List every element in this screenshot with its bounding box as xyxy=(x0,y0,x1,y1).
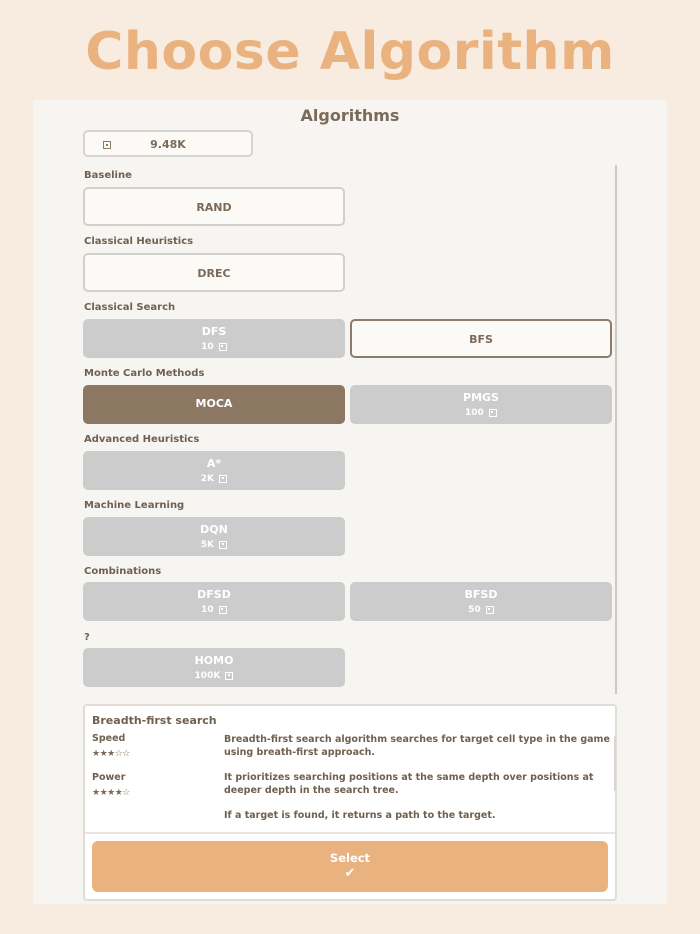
description-paragraph: Breadth-first search algorithm searches for target cell type in the game using breath-first approach. xyxy=(224,734,610,758)
algorithm-button-astar[interactable] xyxy=(83,451,345,490)
power-stars-icon: ★★★★☆ xyxy=(92,788,130,798)
description-paragraph: If a target is found, it returns a path to the target. xyxy=(224,810,496,821)
coin-icon xyxy=(219,606,227,614)
algorithm-name: DREC xyxy=(197,267,231,280)
coin-icon xyxy=(219,541,227,549)
algorithm-button-pmgs[interactable] xyxy=(350,385,612,424)
algorithm-button-rand[interactable] xyxy=(83,187,345,226)
algorithm-cost: 10 xyxy=(83,605,345,615)
algorithm-info-card xyxy=(83,704,617,901)
algorithm-name: MOCA xyxy=(195,397,233,410)
algorithm-button-dfsd[interactable] xyxy=(83,582,345,621)
coin-icon xyxy=(219,475,227,483)
coin-icon xyxy=(489,409,497,417)
algorithm-name: PMGS xyxy=(463,391,499,404)
checkmark-icon: ✔ xyxy=(344,866,356,881)
algorithm-name: BFS xyxy=(469,333,493,346)
info-title: Breadth-first search xyxy=(92,714,217,727)
algorithms-panel xyxy=(33,100,667,904)
select-button-label: Select xyxy=(329,851,371,865)
page-title: Choose Algorithm xyxy=(85,22,615,82)
algorithm-name: DFSD xyxy=(197,588,231,601)
category-label-machine-learning: Machine Learning xyxy=(84,500,185,511)
algorithm-button-homo[interactable] xyxy=(83,648,345,687)
currency-amount: 9.48K xyxy=(150,138,186,151)
algorithm-button-dfs[interactable] xyxy=(83,319,345,358)
panel-title: Algorithms xyxy=(300,106,400,125)
description-paragraph: It prioritizes searching positions at the same depth over positions at deeper depth in the search tree. xyxy=(224,772,594,796)
algorithm-name: BFSD xyxy=(464,588,498,601)
category-label-combinations: Combinations xyxy=(84,566,162,577)
algorithm-button-bfsd[interactable] xyxy=(350,582,612,621)
description-scrollbar[interactable] xyxy=(614,736,616,791)
select-button[interactable] xyxy=(92,841,608,892)
speed-stars-icon: ★★★☆☆ xyxy=(92,749,130,759)
coin-icon xyxy=(486,606,494,614)
algorithm-name: HOMO xyxy=(194,654,234,667)
algorithm-name: A* xyxy=(206,457,222,470)
algorithm-button-drec[interactable] xyxy=(83,253,345,292)
algorithm-button-moca[interactable] xyxy=(83,385,345,424)
category-label-monte-carlo: Monte Carlo Methods xyxy=(84,368,205,379)
algorithm-button-bfs[interactable] xyxy=(350,319,612,358)
coin-icon xyxy=(225,672,233,680)
algorithm-button-dqn[interactable] xyxy=(83,517,345,556)
category-label-classical-search: Classical Search xyxy=(84,302,176,313)
category-label-unknown: ? xyxy=(84,632,90,643)
category-label-classical-heuristics: Classical Heuristics xyxy=(84,236,194,247)
divider xyxy=(85,832,615,834)
algorithm-cost: 10 xyxy=(83,342,345,352)
algorithm-cost: 100 xyxy=(350,408,612,418)
algorithm-name: DQN xyxy=(200,523,228,536)
algorithm-cost: 50 xyxy=(350,605,612,615)
algorithm-cost: 5K xyxy=(83,540,345,550)
algorithm-name: RAND xyxy=(196,201,232,214)
speed-label: Speed xyxy=(92,733,126,744)
category-label-advanced-heuristics: Advanced Heuristics xyxy=(84,434,200,445)
algorithm-cost: 100K xyxy=(83,671,345,681)
power-label: Power xyxy=(92,772,126,783)
coin-icon xyxy=(219,343,227,351)
algorithm-list-scrollbar[interactable] xyxy=(615,165,617,694)
category-label-baseline: Baseline xyxy=(84,170,132,181)
algorithm-name: DFS xyxy=(201,325,227,338)
currency-display xyxy=(83,130,253,157)
algorithm-description xyxy=(224,733,611,821)
algorithm-cost: 2K xyxy=(83,474,345,484)
